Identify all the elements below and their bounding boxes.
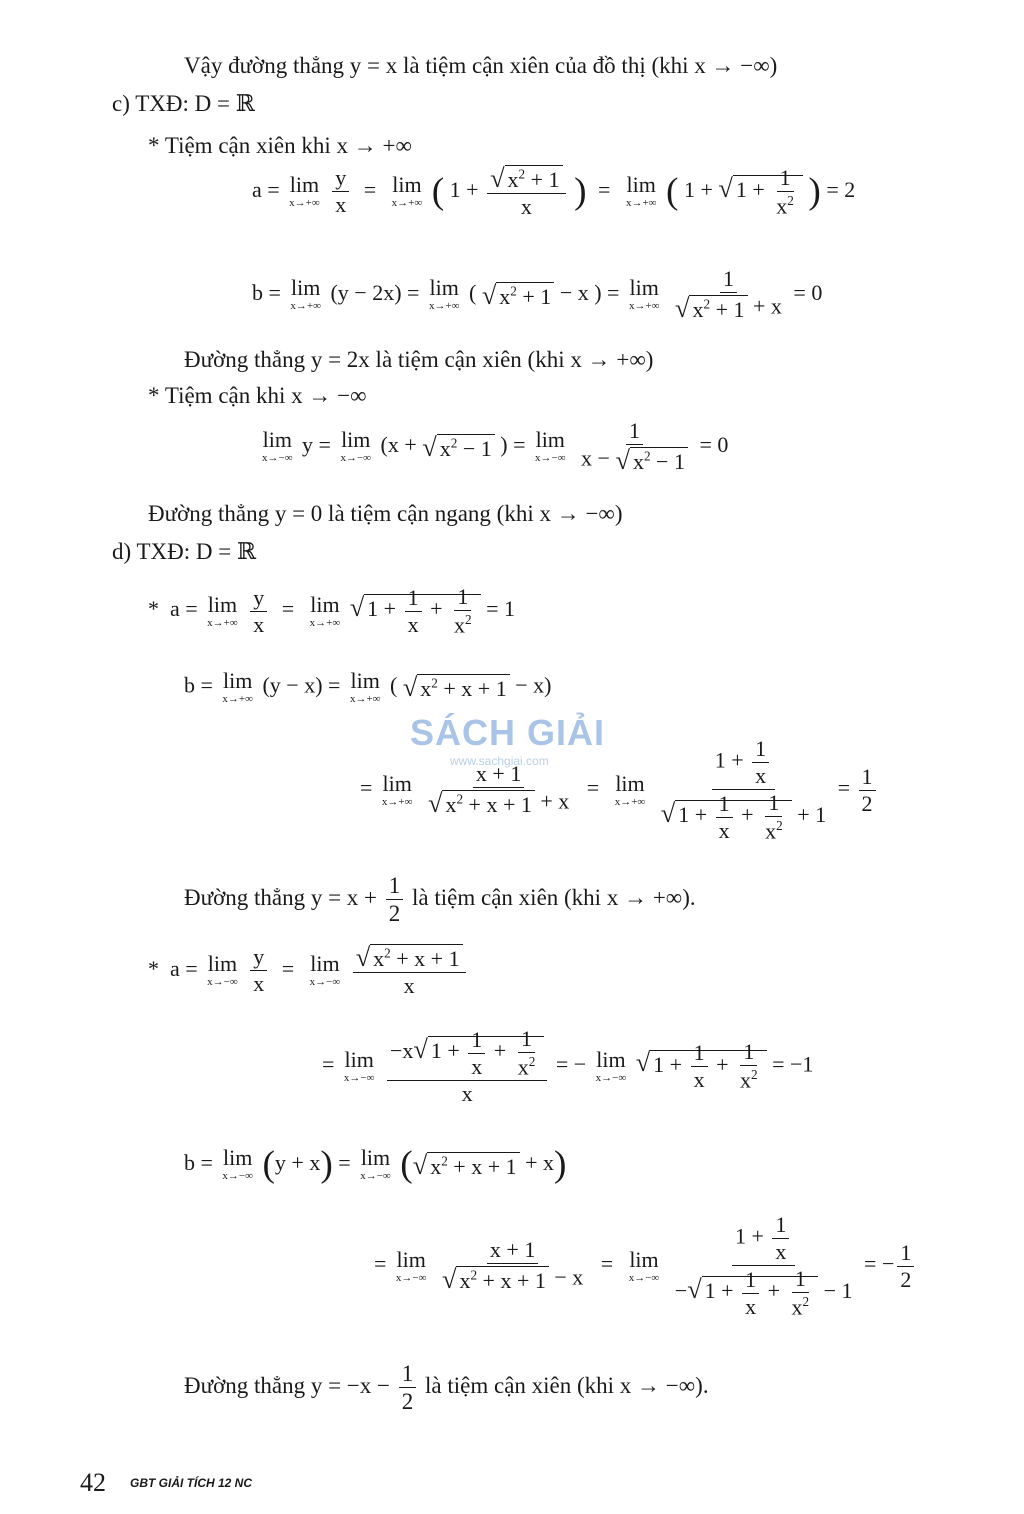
equation-c-limit-y: lim x→−∞ y = lim x→−∞ (x + √ $x^2 - 1$ ) = lim x→−∞ $\frac{1}{x - √ x^2 - 1}$ = 0: [262, 418, 729, 475]
equation-d-b2-cont: = lim x→−∞ $\frac{x + 1}{√ x^2 + x + 1 - x}$ = lim x→−∞ 1 + $\frac{1}{x}$ −√ 1 + $\frac{1}{x}$ + $\frac{1}{x^2}$ − 1 = − $\frac{1}{2}$: [374, 1214, 917, 1318]
conclusion-line-d2: Đường thẳng y = −x − $\frac{1}{2}$ là tiệm cận xiên (khi x → −∞).: [184, 1361, 709, 1414]
watermark-title: SÁCH GIẢI: [410, 712, 606, 753]
conclusion-line-d1: Đường thẳng y = x + $\frac{1}{2}$ là tiệm cận xiên (khi x → +∞).: [184, 873, 696, 926]
conclusion-line-c2: Đường thẳng y = 0 là tiệm cận ngang (khi x → −∞): [148, 501, 623, 526]
watermark: [410, 712, 605, 768]
equation-d-a2-cont: = lim x→−∞ −x√ 1 + $\frac{1}{x}$ + $\frac{1}{x^2}$ x = − lim x→−∞ √ 1 + $\frac{1}{x}$ + $\frac{1}{x^2}$ = −1: [322, 1026, 814, 1107]
page-number: 42: [80, 1468, 106, 1497]
watermark-url: www.sachgiai.com: [450, 754, 549, 768]
part-c-bullet-2: * Tiệm cận khi x → −∞: [148, 383, 367, 408]
equation-d-b1-cont: = lim x→+∞ $\frac{x + 1}{√ x^2 + x + 1 + x}$ = lim x→+∞ 1 + $\frac{1}{x}$ √ 1 + $\frac{1}{x}$ + $\frac{1}{x^2}$ + 1 = $\frac{1}{2}$: [360, 738, 879, 842]
part-d-heading: d) TXĐ: D = ℝ: [112, 539, 257, 564]
part-c-bullet-1: * Tiệm cận xiên khi x → +∞: [148, 133, 412, 158]
equation-d-b1: b = lim x→+∞ (y − x) = lim x→+∞ ( √ $x^2 + x + 1 - x$): [184, 668, 552, 705]
book-title: GBT GIẢI TÍCH 12 NC: [130, 1476, 253, 1490]
equation-d-b2: b = lim x→−∞ (y + x) = lim x→−∞ (√ $x^2 + x + 1 + x$): [184, 1144, 567, 1185]
equation-d-a2: * a = lim x→−∞ $\frac{y}{x}$ = lim x→−∞ $\frac{√ x^2 + x + 1}{x}$: [148, 944, 469, 997]
conclusion-line-b: Vậy đường thẳng y = x là tiệm cận xiên của đồ thị (khi x → −∞): [184, 53, 778, 78]
part-c-heading: c) TXĐ: D = ℝ: [112, 91, 255, 116]
equation-c-a: a = lim x→+∞ $\frac{y}{x}$ = lim x→+∞ ( 1 + $\frac{√ x^2 + 1}{x}$ ) = lim x→+∞ ( 1 + √ 1 + $\frac{1}{x^2}$ ) = 2: [252, 163, 856, 220]
equation-d-a1: * a = lim x→+∞ $\frac{y}{x}$ = lim x→+∞ √ 1 + $\frac{1}{x}$ + $\frac{1}{x^2}$ = 1: [148, 584, 516, 638]
conclusion-line-c1: Đường thẳng y = 2x là tiệm cận xiên (khi x → +∞): [184, 347, 654, 372]
equation-c-b: b = lim x→+∞ (y − 2x) = lim x→+∞ ( √ $x^2 + 1 - x$ ) = lim x→+∞ $\frac{1}{√ x^2 + 1 + x}$ = 0: [252, 266, 823, 323]
